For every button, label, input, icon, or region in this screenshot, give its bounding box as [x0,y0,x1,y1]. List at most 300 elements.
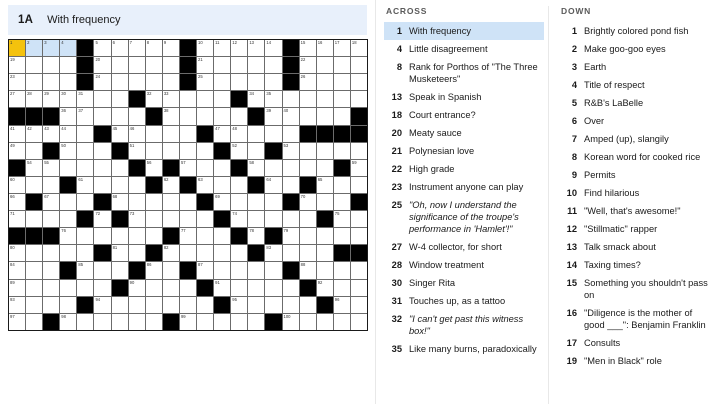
clue-item-down-15[interactable] [559,274,716,304]
grid-cell[interactable] [26,74,42,90]
clue-item-down-4[interactable] [559,76,716,94]
grid-cell[interactable] [351,211,367,227]
grid-cell[interactable] [214,228,230,244]
grid-cell[interactable] [43,245,59,261]
grid-cell[interactable] [146,143,162,159]
grid-cell[interactable] [94,143,110,159]
grid-cell[interactable] [43,74,59,90]
grid-cell[interactable] [77,314,93,330]
grid-cell[interactable] [129,211,145,227]
clue-item-across-8[interactable] [384,58,544,88]
grid-cell[interactable] [94,280,110,296]
grid-cell[interactable] [180,194,196,210]
grid-cell[interactable] [214,108,230,124]
grid-cell[interactable] [231,74,247,90]
grid-cell[interactable] [60,160,76,176]
grid-cell[interactable] [112,245,128,261]
grid-cell[interactable] [112,40,128,56]
grid-cell[interactable] [317,74,333,90]
grid-cell[interactable] [26,262,42,278]
grid-cell[interactable] [231,177,247,193]
current-clue-bar[interactable] [8,5,367,35]
grid-cell[interactable] [26,297,42,313]
grid-cell[interactable] [283,126,299,142]
grid-cell[interactable] [231,314,247,330]
grid-cell[interactable] [197,143,213,159]
grid-cell[interactable] [26,57,42,73]
clue-item-across-25[interactable] [384,196,544,238]
grid-cell[interactable] [317,177,333,193]
grid-cell[interactable] [163,74,179,90]
grid-cell[interactable] [163,262,179,278]
grid-cell[interactable] [283,297,299,313]
grid-cell[interactable] [112,126,128,142]
grid-cell[interactable] [180,108,196,124]
grid-cell[interactable] [265,194,281,210]
grid-cell[interactable] [334,262,350,278]
grid-cell[interactable] [77,108,93,124]
grid-cell[interactable] [197,262,213,278]
grid-cell[interactable] [129,126,145,142]
grid-cell[interactable] [60,108,76,124]
grid-cell[interactable] [300,160,316,176]
grid-cell[interactable] [265,211,281,227]
grid-cell[interactable] [180,245,196,261]
grid-cell[interactable] [146,57,162,73]
grid-cell[interactable] [248,314,264,330]
grid-cell[interactable] [129,57,145,73]
grid-cell[interactable] [334,108,350,124]
grid-cell[interactable] [351,297,367,313]
grid-cell[interactable] [60,245,76,261]
grid-cell[interactable] [43,57,59,73]
grid-cell[interactable] [334,228,350,244]
grid-cell[interactable] [77,126,93,142]
grid-cell[interactable] [26,314,42,330]
grid-cell[interactable] [112,91,128,107]
grid-cell[interactable] [94,177,110,193]
grid-cell[interactable] [231,40,247,56]
grid-cell[interactable] [129,245,145,261]
grid-cell[interactable] [163,297,179,313]
grid-cell[interactable] [112,297,128,313]
grid-cell[interactable] [265,91,281,107]
grid-cell[interactable] [334,314,350,330]
grid-cell[interactable] [77,262,93,278]
grid-cell[interactable] [9,280,25,296]
grid-cell[interactable] [60,40,76,56]
grid-cell[interactable] [180,91,196,107]
clue-item-down-17[interactable] [559,334,716,352]
grid-cell[interactable] [317,262,333,278]
grid-cell[interactable] [334,177,350,193]
grid-cell[interactable] [77,177,93,193]
clue-item-down-3[interactable] [559,58,716,76]
grid-cell[interactable] [9,74,25,90]
grid-cell[interactable] [265,177,281,193]
grid-cell[interactable] [317,91,333,107]
grid-cell[interactable] [334,211,350,227]
grid-cell[interactable] [197,91,213,107]
grid-cell[interactable] [300,228,316,244]
grid-cell[interactable] [129,143,145,159]
grid-cell[interactable] [197,160,213,176]
grid-cell[interactable] [283,91,299,107]
grid-cell[interactable] [180,143,196,159]
grid-cell[interactable] [231,57,247,73]
grid-cell[interactable] [351,143,367,159]
grid-cell[interactable] [351,40,367,56]
clue-item-down-9[interactable] [559,166,716,184]
grid-cell[interactable] [300,262,316,278]
clue-item-across-1[interactable] [384,22,544,40]
grid-cell[interactable] [265,126,281,142]
grid-cell[interactable] [265,280,281,296]
grid-cell[interactable] [351,228,367,244]
grid-cell[interactable] [317,314,333,330]
grid-cell[interactable] [26,91,42,107]
grid-cell[interactable] [317,108,333,124]
grid-cell[interactable] [300,314,316,330]
grid-cell[interactable] [43,126,59,142]
grid-cell[interactable] [197,245,213,261]
grid-cell[interactable] [94,262,110,278]
grid-cell[interactable] [334,280,350,296]
grid-cell[interactable] [146,314,162,330]
grid-cell[interactable] [231,126,247,142]
grid-cell[interactable] [317,160,333,176]
clue-item-across-32[interactable] [384,310,544,340]
grid-cell[interactable] [300,194,316,210]
grid-cell[interactable] [129,314,145,330]
grid-cell[interactable] [43,40,59,56]
clue-item-across-4[interactable] [384,40,544,58]
grid-cell[interactable] [334,194,350,210]
grid-cell[interactable] [265,160,281,176]
grid-cell[interactable] [248,143,264,159]
grid-cell[interactable] [146,194,162,210]
grid-cell[interactable] [77,194,93,210]
grid-cell[interactable] [248,126,264,142]
clue-item-down-6[interactable] [559,112,716,130]
clue-item-across-21[interactable] [384,142,544,160]
grid-cell[interactable] [214,160,230,176]
grid-cell[interactable] [317,280,333,296]
clue-item-down-13[interactable] [559,238,716,256]
grid-cell[interactable] [163,57,179,73]
grid-cell[interactable] [129,194,145,210]
grid-cell[interactable] [77,228,93,244]
clue-item-down-16[interactable] [559,304,716,334]
grid-cell[interactable] [214,262,230,278]
grid-cell[interactable] [146,211,162,227]
grid-cell[interactable] [283,314,299,330]
grid-cell[interactable] [43,160,59,176]
grid-cell[interactable] [351,262,367,278]
clue-item-down-11[interactable] [559,202,716,220]
grid-cell[interactable] [197,297,213,313]
grid-cell[interactable] [60,314,76,330]
grid-cell[interactable] [283,228,299,244]
grid-cell[interactable] [300,108,316,124]
grid-cell[interactable] [300,74,316,90]
grid-cell[interactable] [77,143,93,159]
grid-cell[interactable] [283,177,299,193]
grid-cell[interactable] [163,245,179,261]
grid-cell[interactable] [112,314,128,330]
grid-cell[interactable] [248,297,264,313]
grid-cell[interactable] [9,57,25,73]
grid-cell[interactable] [112,194,128,210]
grid-cell[interactable] [60,91,76,107]
grid-cell[interactable] [26,160,42,176]
grid-cell[interactable] [43,194,59,210]
grid-cell[interactable] [334,297,350,313]
grid-cell[interactable] [248,91,264,107]
grid-cell[interactable] [283,108,299,124]
grid-cell[interactable] [317,194,333,210]
grid-cell[interactable] [317,143,333,159]
grid-cell[interactable] [112,228,128,244]
grid-cell[interactable] [300,57,316,73]
grid-cell[interactable] [43,91,59,107]
clue-item-across-20[interactable] [384,124,544,142]
grid-cell[interactable] [334,57,350,73]
clue-item-down-14[interactable] [559,256,716,274]
grid-cell[interactable] [9,194,25,210]
grid-cell[interactable] [214,126,230,142]
grid-cell[interactable] [146,91,162,107]
grid-cell[interactable] [231,297,247,313]
clue-item-across-31[interactable] [384,292,544,310]
grid-cell[interactable] [300,143,316,159]
grid-cell[interactable] [146,74,162,90]
grid-cell[interactable] [180,160,196,176]
grid-cell[interactable] [43,177,59,193]
grid-cell[interactable] [94,108,110,124]
clue-item-across-18[interactable] [384,106,544,124]
grid-cell[interactable] [163,280,179,296]
grid-cell[interactable] [248,280,264,296]
grid-cell[interactable] [334,40,350,56]
grid-cell[interactable] [163,126,179,142]
grid-cell[interactable] [317,40,333,56]
grid-cell[interactable] [197,228,213,244]
grid-cell[interactable] [60,297,76,313]
grid-cell[interactable] [231,211,247,227]
grid-cell[interactable] [214,314,230,330]
grid-cell[interactable] [180,297,196,313]
grid-cell[interactable] [43,211,59,227]
grid-cell[interactable] [26,245,42,261]
grid-cell[interactable] [163,143,179,159]
grid-cell[interactable] [317,228,333,244]
grid-cell[interactable] [112,57,128,73]
grid-cell[interactable] [94,40,110,56]
clue-item-across-30[interactable] [384,274,544,292]
grid-cell[interactable] [197,108,213,124]
grid-cell[interactable] [94,228,110,244]
grid-cell[interactable] [300,245,316,261]
clue-item-down-19[interactable] [559,352,716,370]
clue-item-down-7[interactable] [559,130,716,148]
grid-cell[interactable] [231,143,247,159]
grid-cell[interactable] [94,314,110,330]
grid-cell[interactable] [334,91,350,107]
grid-cell[interactable] [9,297,25,313]
crossword-grid[interactable] [9,40,367,330]
grid-cell[interactable] [43,262,59,278]
grid-cell[interactable] [9,143,25,159]
grid-cell[interactable] [60,143,76,159]
grid-cell[interactable] [146,228,162,244]
grid-cell[interactable] [163,91,179,107]
grid-cell[interactable] [77,245,93,261]
grid-cell[interactable] [94,211,110,227]
grid-cell[interactable] [60,126,76,142]
grid-cell[interactable] [214,74,230,90]
grid-cell[interactable] [146,262,162,278]
grid-cell[interactable] [197,314,213,330]
grid-cell[interactable] [26,177,42,193]
grid-cell[interactable] [351,314,367,330]
grid-cell[interactable] [265,74,281,90]
grid-cell[interactable] [94,297,110,313]
grid-cell[interactable] [112,177,128,193]
grid-cell[interactable] [9,211,25,227]
grid-cell[interactable] [265,262,281,278]
grid-cell[interactable] [9,91,25,107]
clue-item-down-2[interactable] [559,40,716,58]
grid-cell[interactable] [180,228,196,244]
clue-item-down-1[interactable] [559,22,716,40]
grid-cell[interactable] [283,160,299,176]
grid-cell[interactable] [180,126,196,142]
grid-cell[interactable] [60,211,76,227]
grid-cell[interactable] [248,228,264,244]
grid-cell[interactable] [300,297,316,313]
grid-cell[interactable] [43,280,59,296]
grid-cell[interactable] [129,228,145,244]
grid-cell[interactable] [129,280,145,296]
grid-cell[interactable] [60,228,76,244]
grid-cell[interactable] [300,211,316,227]
clue-item-down-12[interactable] [559,220,716,238]
grid-cell[interactable] [129,297,145,313]
grid-cell[interactable] [129,40,145,56]
grid-cell[interactable] [197,211,213,227]
grid-cell[interactable] [317,245,333,261]
grid-cell[interactable] [26,126,42,142]
grid-cell[interactable] [43,297,59,313]
grid-cell[interactable] [231,194,247,210]
grid-cell[interactable] [214,40,230,56]
grid-cell[interactable] [112,160,128,176]
grid-cell[interactable] [60,194,76,210]
clue-item-across-13[interactable] [384,88,544,106]
grid-cell[interactable] [231,108,247,124]
grid-cell[interactable] [163,211,179,227]
grid-cell[interactable] [112,262,128,278]
grid-cell[interactable] [146,297,162,313]
grid-cell[interactable] [283,280,299,296]
grid-cell[interactable] [129,108,145,124]
grid-cell[interactable] [351,280,367,296]
grid-cell[interactable] [248,194,264,210]
grid-cell[interactable] [77,160,93,176]
grid-cell[interactable] [334,143,350,159]
grid-cell[interactable] [197,74,213,90]
grid-cell[interactable] [94,91,110,107]
grid-cell[interactable] [146,160,162,176]
grid-cell[interactable] [265,40,281,56]
grid-cell[interactable] [351,57,367,73]
grid-cell[interactable] [214,91,230,107]
grid-cell[interactable] [248,74,264,90]
grid-cell[interactable] [351,91,367,107]
grid-cell[interactable] [146,280,162,296]
clue-item-down-8[interactable] [559,148,716,166]
grid-cell[interactable] [351,177,367,193]
grid-cell[interactable] [214,194,230,210]
grid-cell[interactable] [248,160,264,176]
grid-cell[interactable] [248,211,264,227]
grid-cell[interactable] [9,40,25,56]
grid-cell[interactable] [163,177,179,193]
grid-cell[interactable] [265,57,281,73]
grid-cell[interactable] [26,211,42,227]
clue-item-down-5[interactable] [559,94,716,112]
grid-cell[interactable] [163,40,179,56]
grid-cell[interactable] [129,74,145,90]
across-clue-list[interactable] [384,22,544,358]
grid-cell[interactable] [334,74,350,90]
grid-cell[interactable] [94,160,110,176]
grid-cell[interactable] [317,57,333,73]
grid-cell[interactable] [26,143,42,159]
grid-cell[interactable] [163,194,179,210]
clue-item-across-27[interactable] [384,238,544,256]
grid-cell[interactable] [26,40,42,56]
grid-cell[interactable] [146,126,162,142]
grid-cell[interactable] [180,211,196,227]
grid-cell[interactable] [9,262,25,278]
grid-cell[interactable] [265,108,281,124]
grid-cell[interactable] [9,177,25,193]
grid-cell[interactable] [112,74,128,90]
grid-cell[interactable] [60,280,76,296]
grid-cell[interactable] [180,280,196,296]
grid-cell[interactable] [231,262,247,278]
grid-cell[interactable] [146,40,162,56]
grid-cell[interactable] [300,91,316,107]
grid-cell[interactable] [77,91,93,107]
clue-item-down-10[interactable] [559,184,716,202]
grid-cell[interactable] [163,108,179,124]
grid-cell[interactable] [9,245,25,261]
clue-item-across-22[interactable] [384,160,544,178]
grid-cell[interactable] [60,74,76,90]
grid-cell[interactable] [26,280,42,296]
grid-cell[interactable] [94,74,110,90]
clue-item-across-28[interactable] [384,256,544,274]
grid-cell[interactable] [197,177,213,193]
grid-cell[interactable] [180,314,196,330]
grid-cell[interactable] [283,211,299,227]
grid-cell[interactable] [231,280,247,296]
grid-cell[interactable] [214,245,230,261]
grid-cell[interactable] [351,160,367,176]
